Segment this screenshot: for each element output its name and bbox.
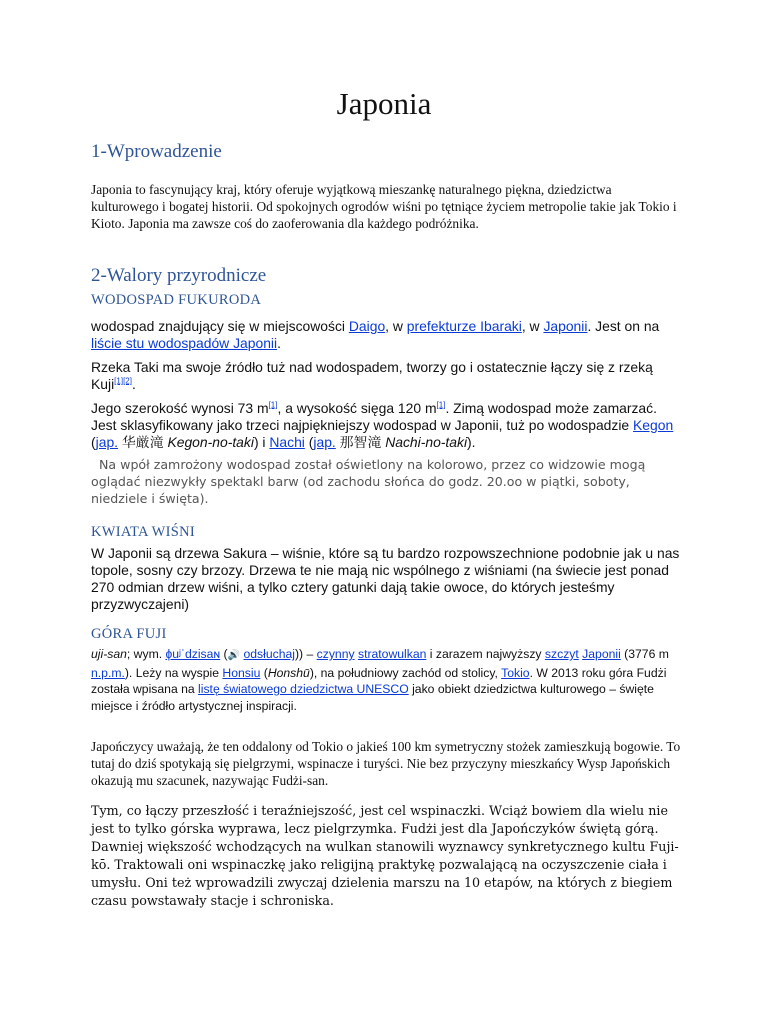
heading-introduction: 1-Wprowadzenie [91,141,222,162]
text-run: jako obiekt dziedzictwa kulturowego – święte miejsce i źródło artystycznej inspiracji. [91,682,654,713]
link-ibaraki[interactable]: prefekturze Ibaraki [406,318,522,334]
link-japonii[interactable]: Japonii [543,318,588,334]
link-nachi[interactable]: Nachi [269,434,305,450]
link-listen[interactable]: odsłuchaj [243,647,295,661]
text-run: 华厳滝 [118,434,168,450]
link-stratowulkan[interactable]: stratowulkan [357,647,427,661]
footnote-ref[interactable]: [1][2] [114,376,132,386]
fuji-paragraph-1 [91,646,681,714]
text-run: (3776 m [620,647,669,661]
text-run: i zarazem najwyższy [426,647,545,661]
heading-waterfall: WODOSPAD FUKURODA [91,292,262,308]
link-japonii[interactable]: Japonii [582,647,621,661]
heading-cherry: KWIATA WIŚNI [91,524,196,540]
speaker-icon[interactable]: 🔊 [227,650,241,661]
text-run: ( [260,665,268,680]
link-npm[interactable]: n.p.m. [91,665,125,680]
waterfall-paragraph-4: Na wpół zamrożony wodospad został oświetlony na kolorowo, przez co widzowie mogą oglądać niezwykły spektakl barw (od zachodu słońca do godz. 20.oo w piątki, soboty, niedziele i święta). [91,457,646,506]
link-kegon[interactable]: Kegon [633,417,674,433]
fuji-paragraph-3: Tym, co łączy przeszłość i teraźniejszość, jest cel wspinaczki. Wciąż bowiem dla wielu nie jest to tylko górska wyprawa, lecz pielgrzymka. Fudżi jest dla Japończyków świętą górą. Dawniej większość wchodzących na wulkan stanowili wyznawcy synkretycznego kultu Fuji-kō. Traktowali oni wspinaczkę jako religijną praktykę pozwalającą na oczyszczenie ciała i umysłu. Oni też wprowadzili zwyczaj dzielenia marszu na 10 etapów, na których z biegiem czasu powstawały stacje i schroniska. [91,803,679,908]
text-run: uji-san [91,647,127,661]
text-run: . W 2013 roku góra Fudżi została wpisana na [91,665,667,696]
heading-fuji: GÓRA FUJI [91,626,167,642]
text-run: . Zimą wodospad może zamarzać. Jest sklasyfikowany jako trzeci najpiękniejszy wodospad w Japonii, tuż po wodospadzie [91,400,657,433]
text-run: )) – [294,647,317,661]
link-czynny[interactable]: czynny [316,647,355,661]
cherry-paragraph: W Japonii są drzewa Sakura – wiśnie, które są tu bardzo rozpowszechnione podobnie jak u nas topole, sosny czy brzozy. Drzewa te nie mają nic wspólnego z wiśniami (na świecie jest ponad 270 odmian drzew wiśni, a tylko cztery gatunki dają takie owoce, do których jesteśmy przyzwyczajeni) [91,545,680,612]
text-run: ( [220,647,228,661]
text-run: ) i [253,434,270,450]
text-run: , w [521,318,544,334]
link-jap[interactable]: jap. [313,434,336,450]
text-run: Nachi-no-taki [385,434,468,450]
link-honsiu[interactable]: Honsiu [222,665,261,680]
text-run: ( [91,434,96,450]
text-run: Kegon-no-taki [167,434,254,450]
text-run: ), na południowy zachód od stolicy, [309,665,502,680]
link-daigo[interactable]: Daigo [348,318,386,334]
text-run: , w [385,318,407,334]
text-run: ). [467,434,476,450]
link-jap[interactable]: jap. [95,434,119,450]
text-run: Rzeka Taki ma swoje źródło tuż nad wodospadem, tworzy go i ostatecznie łączy się z rzeką Kuji [91,359,653,392]
document-title: Japonia [336,86,432,121]
text-run: . [277,335,281,351]
footnote-ref[interactable]: [1] [268,400,278,410]
waterfall-paragraph-1 [91,318,681,352]
footnote-ref[interactable]: [1] [436,400,446,410]
link-waterfall-list[interactable]: liście stu wodospadów Japonii [91,335,278,351]
text-run: . Jest on na [587,318,660,334]
text-run: Jego szerokość wynosi 73 m [91,400,269,416]
text-run: Honshū [267,665,310,680]
fuji-paragraph-2: Japończycy uważają, że ten oddalony od Tokio o jakieś 100 km symetryczny stożek zamieszkują bogowie. To tutaj do dziś spotykają się pielgrzymi, wspinacze i turyści. Nie bez przyczyny mieszkańcy Wysp Japońskich okazują mu szacunek, nazywając Fudżi-san. [91,739,681,788]
waterfall-paragraph-3 [91,400,681,451]
link-szczyt[interactable]: szczyt [544,647,579,661]
text-run: , a wysokość sięga 120 m [277,400,437,416]
waterfall-paragraph-2 [91,359,681,393]
text-run: ; wym. [126,647,166,661]
link-unesco[interactable]: listę światowego dziedzictwa UNESCO [198,682,409,696]
text-run: ( [304,434,314,450]
heading-nature: 2-Walory przyrodnicze [91,265,267,286]
link-pronunciation[interactable]: ɸuʲˈdzisaɴ [165,647,221,661]
text-run: . [131,376,136,392]
link-tokio[interactable]: Tokio [501,665,530,680]
intro-paragraph: Japonia to fascynujący kraj, który oferuje wyjątkową mieszankę naturalnego piękna, dziedzictwa kulturowego i bogatej historii. Od spokojnych ogrodów wiśni po tętniące życiem metropolie takie jak Tokio i Kioto. Japonia ma zawsze coś do zaoferowania dla każdego podróżnika. [91,182,677,231]
text-run: ). Leży na wyspie [124,665,223,680]
text-run: 那智滝 [335,434,386,450]
text-run: wodospad znajdujący się w miejscowości [91,318,349,334]
